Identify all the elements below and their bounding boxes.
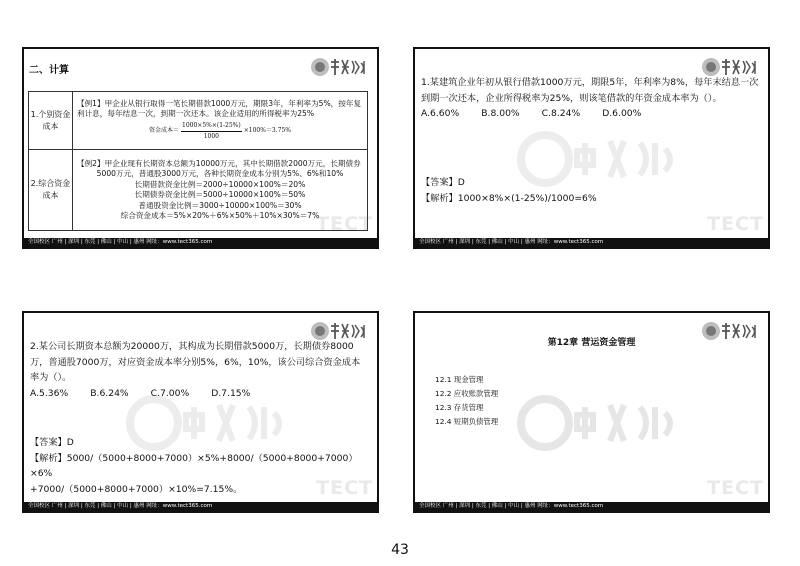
row-label: 1.个别资金成本 xyxy=(29,92,73,150)
example-2-line: 综合资金成本＝5%×20%＋6%×50%＋10%×30%＝7% xyxy=(120,211,320,221)
formula-numerator: 1000×5%×(1-25%) xyxy=(181,121,242,133)
footer-text: 全国校区 广州 | 深圳 | 东莞 | 佛山 | 中山 | 惠州 网址：www.tect365.com xyxy=(419,239,604,245)
calculation-table xyxy=(28,91,368,231)
slide-footer xyxy=(415,502,768,511)
option-d: D.6.00% xyxy=(602,108,642,119)
question-block xyxy=(30,339,369,401)
analysis-line: 【解析】5000/（5000+8000+7000）×5%+8000/（5000+8000+7000）×6% xyxy=(30,452,358,479)
toc-item: 12.3 存货管理 xyxy=(435,403,484,412)
toc-item: 12.1 现金管理 xyxy=(435,375,484,384)
option-b: B.6.24% xyxy=(90,387,129,399)
table-row xyxy=(29,150,368,231)
cost-formula xyxy=(77,121,363,143)
toc-item: 12.4 短期负债管理 xyxy=(435,417,499,426)
answer-text: 【答案】D xyxy=(421,177,465,188)
answer-block xyxy=(30,435,369,497)
formula-rhs: ×100%＝3.75% xyxy=(243,127,291,135)
table-row xyxy=(29,92,368,150)
options-row xyxy=(30,386,369,402)
example-2-line: 长期借款资金比例＝2000÷10000×100%＝20% xyxy=(134,179,306,189)
tect-watermark: TECT xyxy=(316,213,373,235)
answer-block xyxy=(421,175,597,206)
example-2-cell xyxy=(73,150,368,231)
example-2-line: 普通股资金比例＝3000÷10000×100%＝30% xyxy=(138,200,302,210)
zhongjiao-logo-icon xyxy=(309,55,371,79)
option-b: B.8.00% xyxy=(481,108,520,119)
slide-footer xyxy=(24,238,377,247)
page-number: 43 xyxy=(391,542,409,558)
formula-denominator: 1000 xyxy=(203,133,220,141)
option-a: A.5.36% xyxy=(30,387,69,399)
analysis-line: +7000/（5000+8000+7000）×10%=7.15%。 xyxy=(30,483,243,495)
example-1-cell xyxy=(73,92,368,150)
slide-footer xyxy=(415,238,768,247)
footer-text: 全国校区 广州 | 深圳 | 东莞 | 佛山 | 中山 | 惠州 网址：www.tect365.com xyxy=(28,503,213,509)
tect-watermark: TECT xyxy=(707,477,764,499)
example-2-line: 长期债券资金比例＝5000÷10000×100%＝50% xyxy=(134,190,306,200)
options-row xyxy=(421,106,760,122)
option-d: D.7.15% xyxy=(211,387,251,399)
slide-question-2 xyxy=(22,311,379,513)
option-c: C.7.00% xyxy=(150,387,190,399)
tect-watermark: TECT xyxy=(707,213,764,235)
formula-fraction xyxy=(181,121,242,143)
slide-chapter-12 xyxy=(413,311,770,513)
row-label: 2.综合资金成本 xyxy=(29,150,73,231)
question-text: 2.某公司长期资本总额为20000万，其构成为长期借款5000万，长期债券8000万，普通股7000万，对应资金成本率分别5%，6%，10%，该公司综合资金成本率为（）。 xyxy=(30,341,361,383)
slide-calculation xyxy=(22,47,379,249)
option-a: A.6.60% xyxy=(421,108,460,119)
center-watermark-icon xyxy=(515,393,685,453)
chapter-toc xyxy=(435,373,498,429)
question-text: 1.某建筑企业年初从银行借款1000万元，期限5年，年利率为8%，每年末结息一次到期一次还本，企业所得税率为25%，则该笔借款的年资金成本率为（）。 xyxy=(421,77,759,104)
example-2-line: 【例2】甲企业现有长期资本总额为10000万元，其中长期借款2000万元，长期债券 xyxy=(77,158,361,168)
analysis-text: 【解析】1000×8%×(1-25%)/1000=6% xyxy=(421,192,597,204)
example-1-text: 【例1】甲企业从银行取得一笔长期借款1000万元，期限3年，年利率为5%，按年复利计息，每年结息一次，到期一次还本。该企业适用的所得税率为25% xyxy=(77,98,362,119)
example-2-line: 5000万元，普通股3000万元，各种长期资金成本分别为5%、6%和10% xyxy=(96,169,344,179)
option-c: C.8.24% xyxy=(541,108,581,119)
formula-lhs: 资金成本＝ xyxy=(149,127,180,135)
slide-question-1 xyxy=(413,47,770,249)
footer-text: 全国校区 广州 | 深圳 | 东莞 | 佛山 | 中山 | 惠州 网址：www.tect365.com xyxy=(419,503,604,509)
footer-text: 全国校区 广州 | 深圳 | 东莞 | 佛山 | 中山 | 惠州 网址：www.tect365.com xyxy=(28,239,213,245)
chapter-title: 第12章 营运资金管理 xyxy=(547,338,636,348)
answer-text: 【答案】D xyxy=(30,437,74,448)
question-block xyxy=(421,75,760,122)
toc-item: 12.2 应收账款管理 xyxy=(435,389,499,398)
tect-watermark: TECT xyxy=(316,477,373,499)
section-title: 二、计算 xyxy=(29,65,69,76)
slide-footer xyxy=(24,502,377,511)
